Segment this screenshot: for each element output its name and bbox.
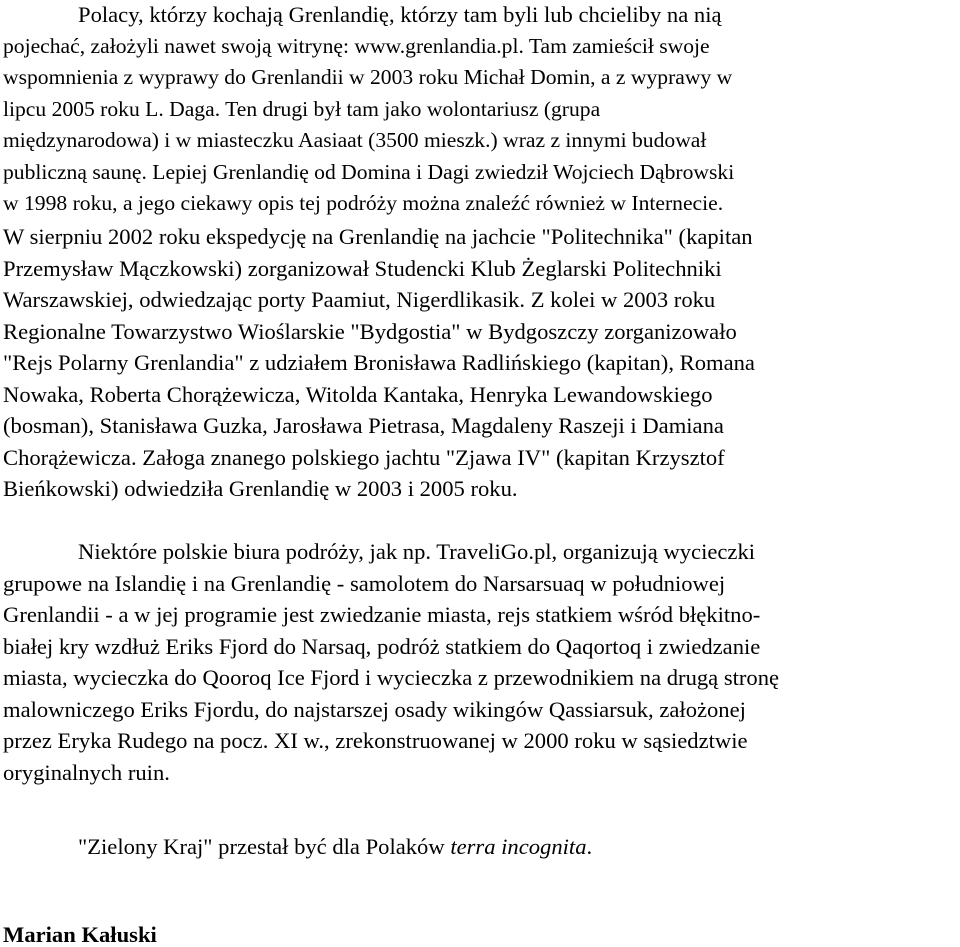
text-line: malowniczego Eriks Fjordu, do najstarszej osady wikingów Qassiarsuk, założonej [3,697,746,722]
text-line: Regionalne Towarzystwo Wioślarskie "Bydgostia" w Bydgoszczy zorganizowało [3,319,737,344]
closing-line [78,836,592,859]
closing-italic: terra incognita [450,834,587,859]
closing-period: . [586,834,593,859]
text-line: miasta, wycieczka do Qooroq Ice Fjord i wycieczka z przewodnikiem na drugą stronę [3,665,780,690]
text-line: Polacy, którzy kochają Grenlandię, którzy tam byli lub chcieliby na nią [78,2,722,27]
text-line: Warszawskiej, odwiedzając porty Paamiut, Nigerdlikasik. Z kolei w 2003 roku [3,287,716,312]
text-line: grupowe na Islandię i na Grenlandię - samolotem do Narsarsuaq w południowej [3,571,726,596]
text-line: międzynarodowa) i w miasteczku Aasiaat (3500 mieszk.) wraz z innymi budował [3,128,707,152]
text-line: publiczną saunę. Lepiej Grenlandię od Domina i Dagi zwiedził Wojciech Dąbrowski [3,160,735,184]
text-line: "Rejs Polarny Grenlandia" z udziałem Bronisława Radlińskiego (kapitan), Romana [3,350,755,375]
text-line: przez Eryka Rudego na pocz. XI w., zrekonstruowanej w 2000 roku w sąsiedztwie [3,728,748,753]
text-line: Nowaka, Roberta Chorążewicza, Witolda Kantaka, Henryka Lewandowskiego [3,382,713,407]
text-line: Chorążewicza. Załoga znanego polskiego jachtu "Zjawa IV" (kapitan Krzysztof [3,445,725,470]
text-line: Grenlandii - a w jej programie jest zwiedzanie miasta, rejs statkiem wśród błękitno- [3,602,761,627]
text-line: (bosman), Stanisława Guzka, Jarosława Pietrasa, Magdaleny Raszeji i Damiana [3,413,724,438]
text-line: Bieńkowski) odwiedziła Grenlandię w 2003 i 2005 roku. [3,476,518,501]
text-line: Niektóre polskie biura podróży, jak np. TraveliGo.pl, organizują wycieczki [78,539,756,564]
text-line: wspomnienia z wyprawy do Grenlandii w 2003 roku Michał Domin, a z wyprawy w [3,65,733,89]
text-line: białej kry wzdłuż Eriks Fjord do Narsaq, podróż statkiem do Qaqortoq i zwiedzanie [3,634,761,659]
text-line: pojechać, założyli nawet swoją witrynę: www.grenlandia.pl. Tam zamieścił swoje [3,34,710,58]
text-line: W sierpniu 2002 roku ekspedycję na Grenlandię na jachcie "Politechnika" (kapitan [3,224,753,249]
text-line: w 1998 roku, a jego ciekawy opis tej podróży można znaleźć również w Internecie. [3,191,724,215]
text-line: oryginalnych ruin. [3,760,170,785]
closing-text: "Zielony Kraj" przestał być dla Polaków [78,834,451,859]
text-line: Przemysław Mączkowski) zorganizował Studencki Klub Żeglarski Politechniki [3,256,722,281]
text-line: lipcu 2005 roku L. Daga. Ten drugi był tam jako wolontariusz (grupa [3,97,601,121]
author-signature: Marian Kałuski [3,922,157,947]
